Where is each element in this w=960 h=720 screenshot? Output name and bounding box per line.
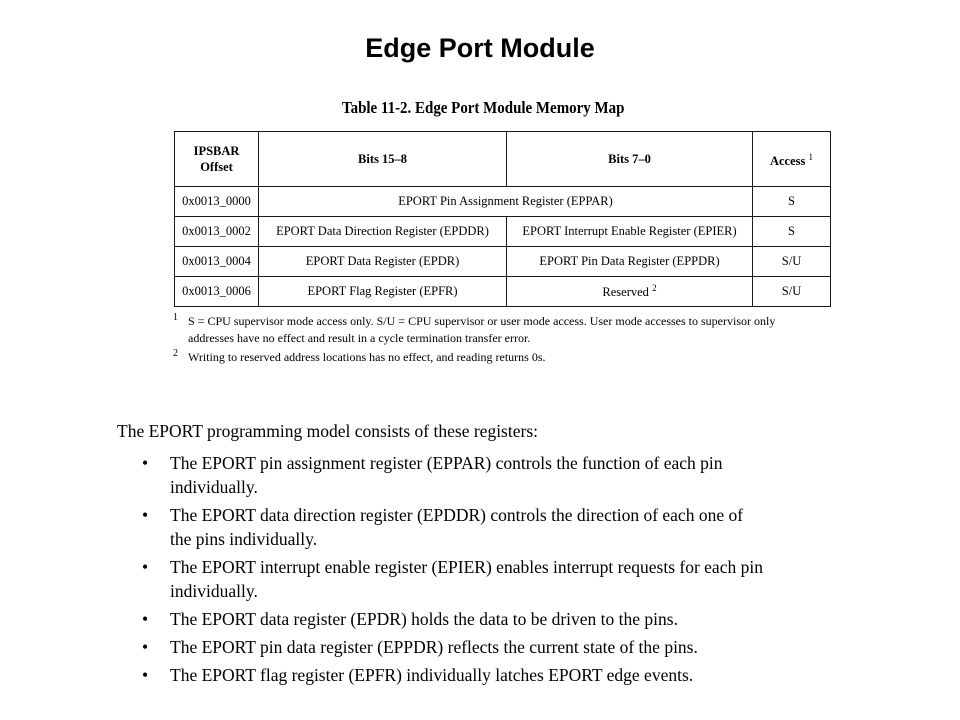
table-row bbox=[175, 217, 831, 247]
footnote-line: Writing to reserved address locations has no effect, and reading returns 0s. bbox=[188, 350, 546, 364]
cell-register-low: EPORT Interrupt Enable Register (EPIER) bbox=[507, 217, 753, 247]
bullet-icon: • bbox=[142, 609, 149, 629]
cell-access: S/U bbox=[753, 277, 831, 307]
footnote-ref: 1 bbox=[808, 151, 814, 162]
list-item-line: The EPORT data register (EPDR) holds the data to be driven to the pins. bbox=[170, 609, 678, 629]
cell-register-merged: EPORT Pin Assignment Register (EPPAR) bbox=[259, 187, 753, 217]
memory-map-table bbox=[174, 131, 831, 307]
header-bits-low: Bits 7–0 bbox=[507, 132, 753, 187]
list-item bbox=[140, 503, 840, 551]
table-row bbox=[175, 247, 831, 277]
bullet-icon: • bbox=[142, 637, 149, 657]
header-bits-high: Bits 15–8 bbox=[259, 132, 507, 187]
cell-offset: 0x0013_0002 bbox=[175, 217, 259, 247]
cell-register-high: EPORT Flag Register (EPFR) bbox=[259, 277, 507, 307]
cell-register-low bbox=[507, 277, 753, 307]
footnote-line: S = CPU supervisor mode access only. S/U = CPU supervisor or user mode access. User mode accesses to supervisor only bbox=[188, 314, 776, 328]
table-row bbox=[175, 187, 831, 217]
table-row bbox=[175, 277, 831, 307]
header-offset-line2: Offset bbox=[200, 160, 233, 174]
register-list bbox=[140, 451, 840, 691]
list-item bbox=[140, 555, 840, 603]
cell-access: S/U bbox=[753, 247, 831, 277]
list-item bbox=[140, 607, 840, 631]
list-item-line: The EPORT flag register (EPFR) individually latches EPORT edge events. bbox=[170, 665, 694, 685]
list-item-line: individually. bbox=[170, 477, 258, 497]
footnote-line: addresses have no effect and result in a cycle termination transfer error. bbox=[188, 331, 531, 345]
cell-register-high: EPORT Data Register (EPDR) bbox=[259, 247, 507, 277]
footnote-number: 2 bbox=[173, 348, 178, 359]
cell-offset: 0x0013_0006 bbox=[175, 277, 259, 307]
cell-offset: 0x0013_0004 bbox=[175, 247, 259, 277]
list-item-line: The EPORT data direction register (EPDDR) controls the direction of each one of bbox=[170, 505, 744, 525]
footnote-ref: 2 bbox=[652, 282, 657, 293]
list-item bbox=[140, 663, 840, 687]
header-access-label: Access bbox=[769, 154, 806, 169]
intro-text: The EPORT programming model consists of these registers: bbox=[117, 421, 538, 441]
header-offset-line1: IPSBAR bbox=[193, 144, 240, 158]
bullet-icon: • bbox=[142, 505, 149, 525]
list-item bbox=[140, 635, 840, 659]
header-access bbox=[753, 132, 831, 187]
list-item-line: The EPORT pin data register (EPPDR) reflects the current state of the pins. bbox=[170, 637, 698, 657]
list-item bbox=[140, 451, 840, 499]
footnote-number: 1 bbox=[173, 312, 178, 323]
cell-reserved-label: Reserved bbox=[602, 285, 649, 300]
bullet-icon: • bbox=[142, 557, 149, 577]
list-item-line: individually. bbox=[170, 581, 258, 601]
footnote bbox=[173, 349, 823, 366]
list-item-line: The EPORT interrupt enable register (EPIER) enables interrupt requests for each pin bbox=[170, 557, 763, 577]
list-item-line: The EPORT pin assignment register (EPPAR) controls the function of each pin bbox=[170, 453, 723, 473]
table-footnotes bbox=[173, 313, 823, 366]
table-header-row bbox=[175, 132, 831, 187]
list-item-line: the pins individually. bbox=[170, 529, 318, 549]
bullet-icon: • bbox=[142, 665, 149, 685]
footnote bbox=[173, 313, 823, 347]
table-caption: Table 11-2. Edge Port Module Memory Map bbox=[342, 98, 625, 117]
cell-access: S bbox=[753, 187, 831, 217]
header-offset bbox=[175, 132, 259, 187]
slide-title: Edge Port Module bbox=[365, 33, 595, 63]
cell-register-high: EPORT Data Direction Register (EPDDR) bbox=[259, 217, 507, 247]
cell-offset: 0x0013_0000 bbox=[175, 187, 259, 217]
cell-access: S bbox=[753, 217, 831, 247]
cell-register-low: EPORT Pin Data Register (EPPDR) bbox=[507, 247, 753, 277]
bullet-icon: • bbox=[142, 453, 149, 473]
